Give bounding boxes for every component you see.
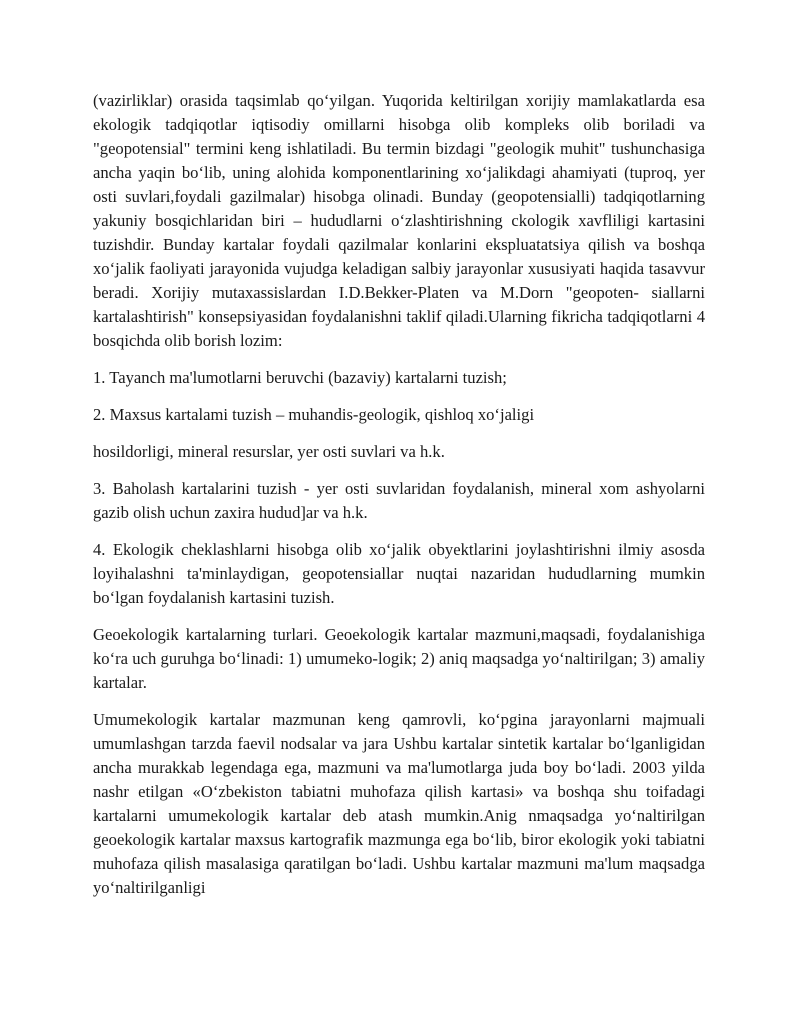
list-item-1: 1. Tayanch ma'lumotlarni beruvchi (bazaviy) kartalarni tuzish; [93, 368, 507, 387]
paragraph-intro: (vazirliklar) orasida taqsimlab qo‘yilgan. Yuqorida keltirilgan xorijiy mamlakatlarda esa ekologik tadqiqotlar iqtisodiy omillarni hisobga olib kompleks olib boriladi va "geopotensial" termini keng ishlatiladi. Bu termin bizdagi "geologik muhit" tushunchasiga ancha yaqin bo‘lib, uning alohida komponentlarining xo‘jalikdagi ahamiyati (tuproq, yer osti suvlari,foydali gazilmalar) hisobga olinadi. Bunday (geopotensialli) tadqiqotlarning yakuniy bosqichlaridan biri – hududlarni o‘zlashtirishning ckologik xavfliligi kartasini tuzishdir. Bunday kartalar foydali qazilmalar konlarini ekspluatatsiya qilish va boshqa xo‘jalik faoliyati jarayonida vujudga keladigan salbiy jarayonlar xususiyati haqida tasavvur beradi. Xorijiy mutaxassislardan I.D.Bekker-Platen va M.Dorn "geopoten- siallarni kartalashtirish" konsepsiyasidan foydalanishni taklif qiladi.Ularning fikricha tadqiqotlarni 4 bosqichda olib borish lozim: [93, 91, 705, 350]
list-item-4: 4. Ekologik cheklashlarni hisobga olib xo‘jalik obyektlarini joylashtirishni ilmiy asosda loyihalashni ta'minlaydigan, geopotensiallar nuqtai nazaridan hududlarning mumkin bo‘lgan foydalanish kartasini tuzish. [93, 540, 705, 607]
document-page [93, 89, 705, 913]
paragraph-map-types: Geoekologik kartalarning turlari. Geoekologik kartalar mazmuni,maqsadi, foydalanishiga ko‘ra uch guruhga bo‘linadi: 1) umumeko-logik; 2) aniq maqsadga yo‘naltirilgan; 3) amaliy kartalar. [93, 625, 705, 692]
list-item-2: 2. Maxsus kartalami tuzish – muhandis-geologik, qishloq xo‘jaligi [93, 405, 535, 424]
list-item-2-continuation: hosildorligi, mineral resurslar, yer osti suvlari va h.k. [93, 442, 445, 461]
paragraph-general-maps: Umumekologik kartalar mazmunan keng qamrovli, ko‘pgina jarayonlarni majmuali umumlashgan tarzda faevil nodsalar va jara Ushbu kartalar sintetik kartalar bo‘lganligidan ancha murakkab legendaga ega, mazmuni va ma'lumotlarga juda boy bo‘ladi. 2003 yilda nashr etilgan «O‘zbekiston tabiatni muhofaza qilish kartasi» va boshqa shu toifadagi kartalarni umumekologik kartalar deb atash mumkin.Anig nmaqsadga yo‘naltirilgan geoekologik kartalar maxsus kartografik mazmunga ega bo‘lib, biror ekologik yoki tabiatni muhofaza qilish masalasiga qaratilgan bo‘ladi. Ushbu kartalar mazmuni ma'lum maqsadga yo‘naltirilganligi [93, 710, 705, 897]
list-item-3: 3. Baholash kartalarini tuzish - yer osti suvlaridan foydalanish, mineral xom ashyolarni gazib olish uchun zaxira hudud]ar va h.k. [93, 479, 705, 522]
